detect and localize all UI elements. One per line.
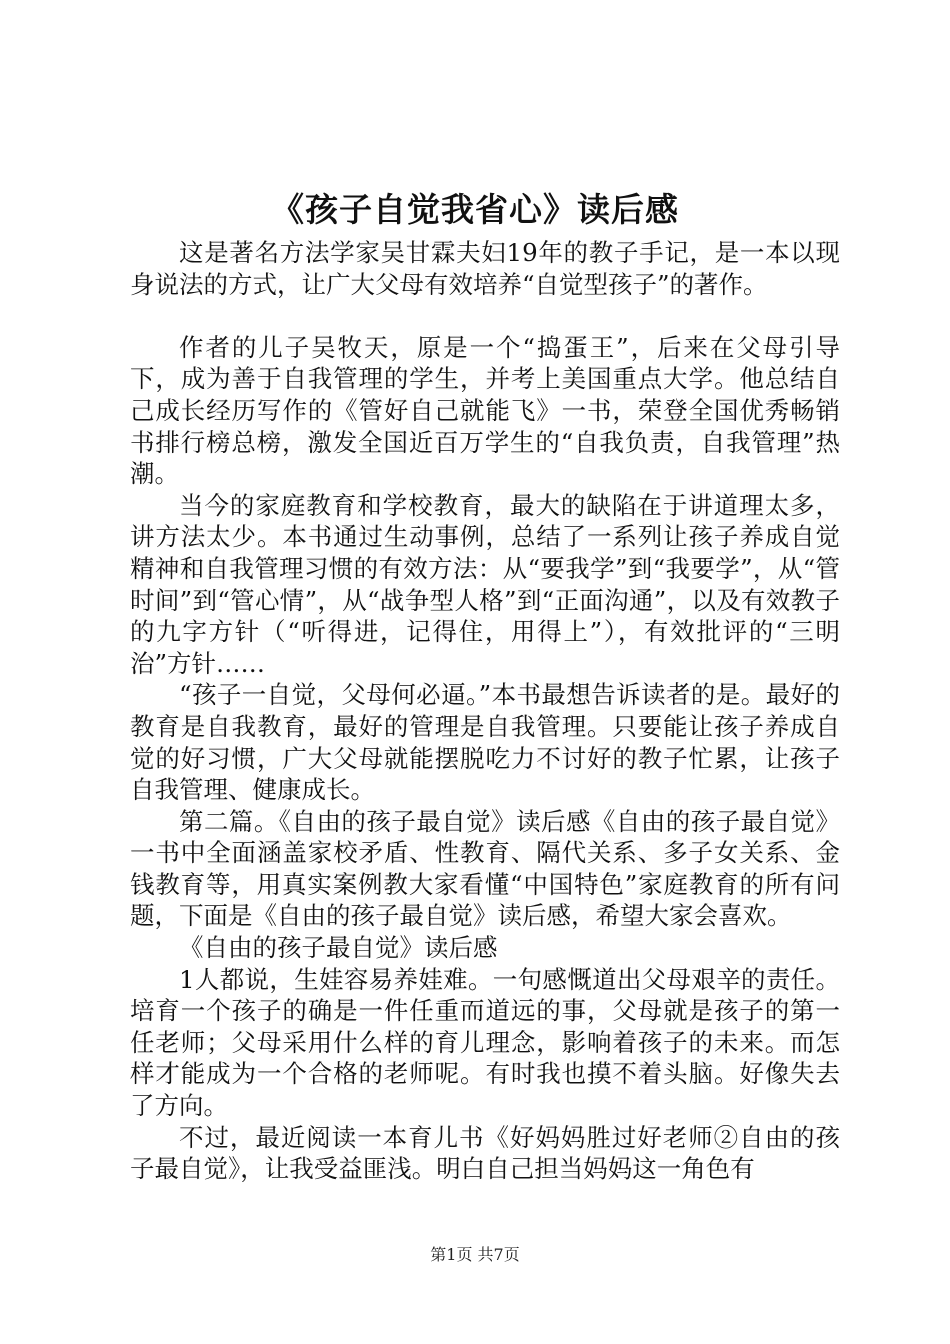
paragraph-second-article: 第二篇。《自由的孩子最自觉》读后感《自由的孩子最自觉》一书中全面涵盖家校矛盾、性教育、隔代关系、多子女关系、金钱教育等，用真实案例教大家看懂“中国特色”家庭教育的所有问题，下面是《自由的孩子最自觉》读后感，希望大家会喜欢。 [130,806,840,931]
paragraph-subheading: 《自由的孩子最自觉》读后感 [179,933,498,963]
paragraph-raising-children: 1人都说，生娃容易养娃难。一句感慨道出父母艰辛的责任。培育一个孩子的确是一件任重而道远的事，父母就是孩子的第一任老师；父母采用什么样的育儿理念，影响着孩子的未来。而怎样才能成为一个合格的老师呢。有时我也摸不着头脑。好像失去了方向。 [130,964,840,1121]
paragraph-recent-reading: 不过，最近阅读一本育儿书《好妈妈胜过好老师②自由的孩子最自觉》，让我受益匪浅。明白自己担当妈妈这一角色有 [130,1122,840,1184]
page-footer: 第1页 共7页 [430,1245,520,1264]
paragraph-author-son: 作者的儿子吴牧天，原是一个“捣蛋王”，后来在父母引导下，成为善于自我管理的学生，并考上美国重点大学。他总结自己成长经历写作的《管好自己就能飞》一书，荣登全国优秀畅销书排行榜总榜，激发全国近百万学生的“自我负责，自我管理”热潮。 [130,332,840,489]
paragraph-self-discipline: “孩子一自觉，父母何必逼。”本书最想告诉读者的是。最好的教育是自我教育，最好的管理是自我管理。只要能让孩子养成自觉的好习惯，广大父母就能摆脱吃力不讨好的教子忙累，让孩子自我管理、健康成长。 [130,680,840,805]
paragraph-intro: 这是著名方法学家吴甘霖夫妇19年的教子手记，是一本以现身说法的方式，让广大父母有效培养“自觉型孩子”的著作。 [130,238,840,299]
document-title: 《孩子自觉我省心》读后感 [271,190,679,229]
document-body [130,237,840,1185]
paragraph-education-methods: 当今的家庭教育和学校教育，最大的缺陷在于讲道理太多，讲方法太少。本书通过生动事例，总结了一系列让孩子养成自觉精神和自我管理习惯的有效方法：从“要我学”到“我要学”，从“管时间”到“管心情”，从“战争型人格”到“正面沟通”，以及有效教子的九字方针（“听得进，记得住，用得上”），有效批评的“三明治”方针…… [130,490,840,678]
